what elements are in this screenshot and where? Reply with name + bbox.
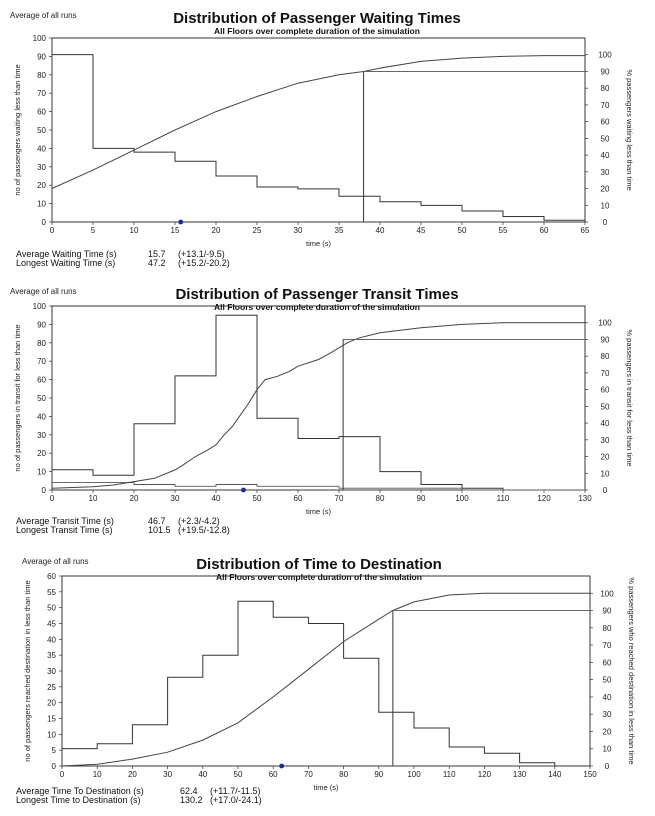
y-tick-label: 60 <box>37 375 46 385</box>
y-tick-label: 45 <box>47 619 56 629</box>
x-tick-label: 20 <box>127 770 137 779</box>
y-tick-label: 20 <box>37 181 46 191</box>
x-tick-label: 50 <box>252 494 262 503</box>
y-tick-label: 55 <box>47 587 56 597</box>
x-tick-label: 0 <box>59 770 65 779</box>
y2-tick-label: 40 <box>600 419 610 429</box>
x-tick-label: 110 <box>442 770 456 779</box>
x-axis-label: time (s) <box>313 783 339 792</box>
cumulative-percent-line <box>62 593 590 766</box>
y2-tick-label: 80 <box>600 352 610 362</box>
y2-tick-label: 30 <box>600 167 610 177</box>
y2-tick-label: 100 <box>598 50 612 60</box>
chart-3 <box>16 556 636 805</box>
y2-tick-label: 70 <box>602 641 612 651</box>
y-tick-label: 60 <box>37 107 46 117</box>
y2-tick-label: 70 <box>600 100 610 110</box>
histogram-step-line <box>62 601 590 766</box>
x-tick-label: 30 <box>293 226 303 235</box>
chart-subtitle: All Floors over complete duration of the simulation <box>214 302 420 312</box>
y2-axis-label: % passengers who reached destination in less than time <box>627 577 636 765</box>
y2-tick-label: 30 <box>600 435 610 445</box>
y-tick-label: 30 <box>37 162 46 172</box>
chart-subtitle: All Floors over complete duration of the simulation <box>214 26 420 36</box>
corner-label: Average of all runs <box>10 287 77 296</box>
mean-marker-dot <box>241 488 246 493</box>
x-axis-label: time (s) <box>306 507 331 516</box>
stat-label: Average Transit Time (s) <box>16 516 114 526</box>
x-tick-label: 20 <box>211 226 221 235</box>
x-tick-label: 20 <box>129 494 139 503</box>
y-tick-label: 50 <box>37 126 46 135</box>
x-tick-label: 65 <box>580 226 590 235</box>
y-tick-label: 0 <box>41 486 46 495</box>
y-tick-label: 90 <box>37 52 46 62</box>
y2-tick-label: 90 <box>602 606 612 616</box>
stat-confidence: (+13.1/-9.5) <box>178 249 225 259</box>
x-tick-label: 80 <box>339 770 349 779</box>
y2-tick-label: 10 <box>600 469 610 479</box>
x-tick-label: 10 <box>92 770 102 779</box>
x-tick-label: 50 <box>233 770 243 779</box>
y2-tick-label: 0 <box>602 486 608 495</box>
x-tick-label: 35 <box>334 226 344 235</box>
x-tick-label: 15 <box>170 226 180 235</box>
y-tick-label: 80 <box>37 338 46 348</box>
y-tick-label: 30 <box>47 667 56 676</box>
stat-confidence: (+19.5/-12.8) <box>178 525 230 535</box>
y-tick-label: 100 <box>32 302 46 311</box>
x-tick-label: 90 <box>416 494 426 503</box>
y2-tick-label: 20 <box>600 452 610 462</box>
y-tick-label: 20 <box>47 698 56 708</box>
y2-tick-label: 40 <box>602 692 612 702</box>
x-tick-label: 10 <box>88 494 98 503</box>
y2-tick-label: 10 <box>600 201 610 211</box>
chart-title: Distribution of Passenger Waiting Times <box>173 10 461 27</box>
x-tick-label: 100 <box>455 494 469 503</box>
y2-tick-label: 20 <box>600 184 610 194</box>
y-tick-label: 70 <box>37 357 46 367</box>
y2-tick-label: 50 <box>600 402 610 412</box>
y-tick-label: 90 <box>37 320 46 330</box>
y-tick-label: 70 <box>37 89 46 99</box>
mean-marker-dot <box>279 764 284 769</box>
y2-tick-label: 70 <box>600 368 610 378</box>
chart-1 <box>10 10 634 268</box>
x-tick-label: 70 <box>334 494 344 503</box>
x-tick-label: 60 <box>293 494 303 503</box>
y2-tick-label: 50 <box>602 675 612 685</box>
y2-tick-label: 80 <box>602 623 612 633</box>
y-tick-label: 5 <box>51 746 56 756</box>
chart-title: Distribution of Passenger Transit Times <box>175 286 459 303</box>
stat-value: 47.2 <box>148 258 166 268</box>
y2-axis-label: % passengers in transit for less than time <box>625 329 634 467</box>
cumulative-percent-line <box>52 56 585 189</box>
y2-tick-label: 30 <box>602 710 612 720</box>
stat-value: 62.4 <box>180 786 198 796</box>
y-tick-label: 10 <box>47 730 56 740</box>
x-tick-label: 50 <box>457 226 467 235</box>
x-tick-label: 120 <box>537 494 551 503</box>
x-tick-label: 150 <box>583 770 597 779</box>
x-tick-label: 0 <box>49 226 55 235</box>
plot-frame <box>52 38 585 222</box>
y2-tick-label: 60 <box>602 658 612 668</box>
y-tick-label: 20 <box>37 449 46 459</box>
histogram-step-line <box>52 315 585 490</box>
y2-tick-label: 60 <box>600 117 610 127</box>
y-tick-label: 50 <box>37 394 46 403</box>
x-tick-label: 130 <box>512 770 527 779</box>
histogram-step-line <box>52 483 585 490</box>
stat-confidence: (+17.0/-24.1) <box>210 795 262 805</box>
y-tick-label: 50 <box>47 603 56 613</box>
chart-title: Distribution of Time to Destination <box>196 556 442 573</box>
y2-tick-label: 10 <box>602 744 612 754</box>
corner-label: Average of all runs <box>22 557 89 566</box>
x-tick-label: 130 <box>578 494 592 503</box>
y2-axis-label: % passengers waiting less than time <box>625 69 634 191</box>
stat-confidence: (+2.3/-4.2) <box>178 516 220 526</box>
y-tick-label: 30 <box>37 430 46 440</box>
y2-tick-label: 0 <box>602 218 608 227</box>
y-tick-label: 40 <box>47 635 56 645</box>
y2-tick-label: 90 <box>600 67 610 77</box>
y2-tick-label: 100 <box>600 589 614 599</box>
y-tick-label: 10 <box>37 467 46 477</box>
y-axis-label: no of passengers waiting less than time <box>13 64 22 196</box>
y-tick-label: 100 <box>32 34 46 43</box>
stat-label: Average Time To Destination (s) <box>16 786 144 796</box>
y2-tick-label: 80 <box>600 84 610 94</box>
x-tick-label: 110 <box>496 494 510 503</box>
x-tick-label: 60 <box>268 770 278 779</box>
y-tick-label: 10 <box>37 199 46 209</box>
x-tick-label: 60 <box>539 226 549 235</box>
x-tick-label: 55 <box>498 226 508 235</box>
stat-value: 15.7 <box>148 249 166 259</box>
y-tick-label: 60 <box>47 572 56 581</box>
chart-2 <box>10 286 634 535</box>
x-tick-label: 0 <box>49 494 55 503</box>
y2-tick-label: 60 <box>600 385 610 395</box>
y-tick-label: 80 <box>37 70 46 80</box>
stat-confidence: (+11.7/-11.5) <box>210 786 261 796</box>
x-tick-label: 120 <box>477 770 492 779</box>
stat-label: Longest Waiting Time (s) <box>16 258 116 268</box>
x-tick-label: 30 <box>163 770 173 779</box>
y-tick-label: 40 <box>37 144 46 154</box>
mean-marker-dot <box>178 220 183 225</box>
y-tick-label: 35 <box>47 651 56 661</box>
x-tick-label: 10 <box>129 226 139 235</box>
x-tick-label: 140 <box>548 770 562 779</box>
x-tick-label: 40 <box>211 494 221 503</box>
y2-tick-label: 40 <box>600 151 610 161</box>
y-tick-label: 0 <box>41 218 46 227</box>
y-tick-label: 25 <box>47 682 56 692</box>
x-tick-label: 25 <box>252 226 262 235</box>
y2-tick-label: 50 <box>600 134 610 144</box>
chart-subtitle: All Floors over complete duration of the simulation <box>216 572 422 582</box>
y-tick-label: 0 <box>51 762 56 771</box>
y-axis-label: no of passengers in transit for less than time <box>13 324 22 472</box>
stat-label: Average Waiting Time (s) <box>16 249 117 259</box>
y-tick-label: 15 <box>47 714 56 724</box>
cumulative-percent-line <box>52 323 585 489</box>
x-tick-label: 5 <box>90 226 96 235</box>
stat-label: Longest Transit Time (s) <box>16 525 113 535</box>
stat-value: 46.7 <box>148 516 166 526</box>
y2-tick-label: 20 <box>602 727 612 737</box>
histogram-step-line <box>52 55 585 222</box>
x-tick-label: 45 <box>416 226 426 235</box>
x-tick-label: 30 <box>170 494 180 503</box>
corner-label: Average of all runs <box>10 11 77 20</box>
plot-frame <box>62 576 590 766</box>
x-tick-label: 80 <box>375 494 385 503</box>
stat-value: 130.2 <box>180 795 203 805</box>
plot-frame <box>52 306 585 490</box>
y2-tick-label: 100 <box>598 318 612 328</box>
stat-confidence: (+15.2/-20.2) <box>178 258 230 268</box>
y2-tick-label: 90 <box>600 335 610 345</box>
x-axis-label: time (s) <box>306 239 331 248</box>
y-axis-label: no of passengers reached destination in less than time <box>23 580 32 762</box>
stat-value: 101.5 <box>148 525 171 535</box>
x-tick-label: 90 <box>374 770 384 779</box>
x-tick-label: 100 <box>407 770 421 779</box>
y-tick-label: 40 <box>37 412 46 422</box>
y2-tick-label: 0 <box>604 762 610 771</box>
stat-label: Longest Time to Destination (s) <box>16 795 141 805</box>
x-tick-label: 40 <box>375 226 385 235</box>
x-tick-label: 40 <box>198 770 208 779</box>
x-tick-label: 70 <box>303 770 313 779</box>
